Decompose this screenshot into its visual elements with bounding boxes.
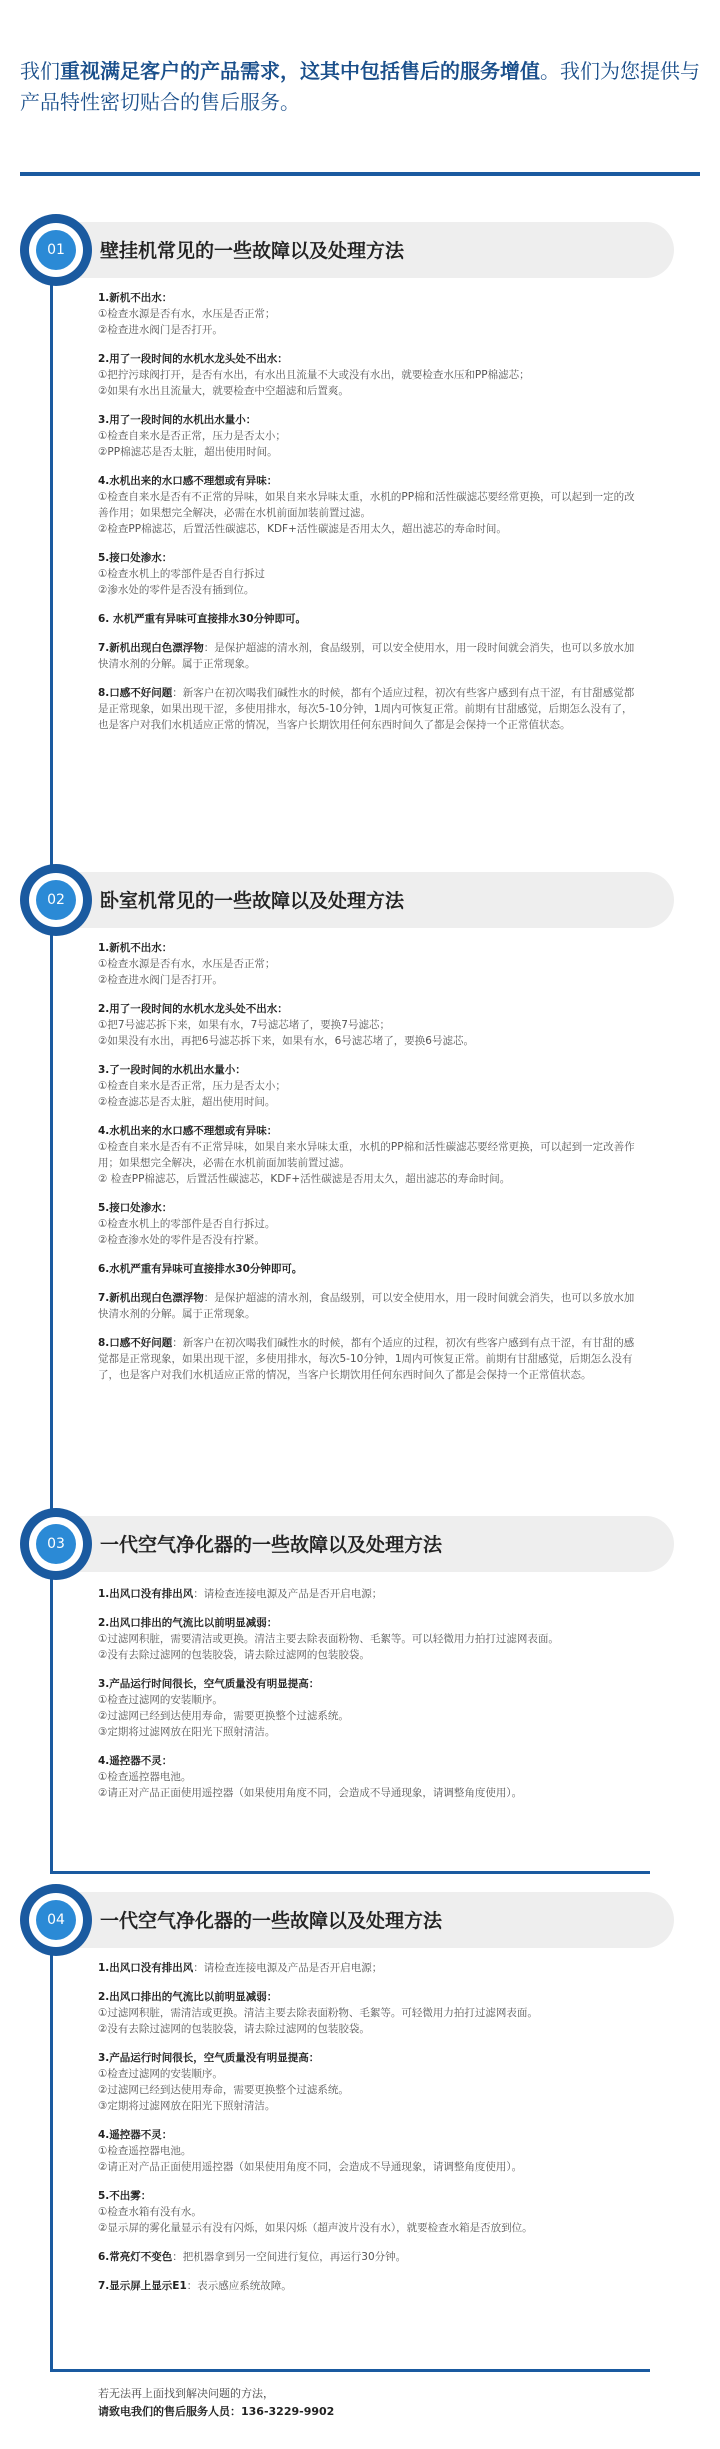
fault-step: ②没有去除过滤网的包装胶袋，请去除过滤网的包装胶袋。	[98, 2023, 370, 2035]
fault-step: ②如果有水出且流量大，就要检查中空超滤和后置爽。	[98, 385, 349, 397]
section-content	[98, 290, 638, 746]
fault-item	[98, 2188, 638, 2236]
fault-description: ：新客户在初次喝我们碱性水的时候，都有个适应的过程，初次有些客户感到有点干涩，有甘甜的感觉都是正常现象，如果出现干涩，多使用排水，每次5-10分钟，1周内可恢复正常。前期有甘甜感觉，后期怎么没有了，也是客户对我们水机适应正常的情况，当客户长期饮用任何东西时间久了都是会保持一个正常值状态。	[98, 1337, 635, 1381]
section-number: 01	[36, 230, 76, 270]
fault-step: ①检查遥控器电池。	[98, 2145, 192, 2157]
fault-item	[98, 1123, 638, 1187]
fault-lead: 8.口感不好问题	[98, 687, 173, 699]
fault-step: ①检查自来水是否有不正常的异味，如果自来水异味太重，水机的PP棉和活性碳滤芯要经常更换，可以起到一定的改善作用；如果想完全解决，必需在水机前面加装前置过滤。	[98, 491, 635, 519]
section-bottom-rule	[50, 1871, 650, 1874]
fault-paragraph	[98, 640, 638, 672]
section-number-badge	[20, 1884, 92, 1956]
fault-heading: 2.出风口排出的气流比以前明显减弱：	[98, 1617, 278, 1629]
intro-part-1: 我们	[20, 59, 60, 83]
fault-step: ①检查自来水是否有不正常异味，如果自来水异味太重，水机的PP棉和活性碳滤芯要经常更换，可以起到一定改善作用；如果想完全解决，必需在水机前面加装前置过滤。	[98, 1141, 635, 1169]
footer-label: 请致电我们的售后服务人员：	[98, 2405, 241, 2418]
fault-description: ：表示感应系统故障。	[186, 2280, 292, 2292]
section-left-rule	[50, 1952, 53, 2372]
section-left-rule	[50, 932, 53, 1534]
fault-description: ：请检查连接电源及产品是否开启电源；	[193, 1588, 383, 1600]
section-title: 卧室机常见的一些故障以及处理方法	[100, 890, 405, 912]
intro-text	[20, 56, 710, 118]
fault-description: ：是保护超滤的清水剂，食品级别，可以安全使用水，用一段时间就会消失，也可以多放水加快清水剂的分解。属于正常现象。	[98, 642, 635, 670]
top-divider	[20, 172, 700, 176]
fault-item	[98, 1335, 638, 1383]
fault-description: ：请检查连接电源及产品是否开启电源；	[193, 1962, 383, 1974]
fault-heading: 2.用了一段时间的水机水龙头处不出水：	[98, 1003, 288, 1015]
section-number-badge	[20, 1508, 92, 1580]
fault-step: ②检查进水阀门是否打开。	[98, 974, 223, 986]
fault-heading: 5.不出雾：	[98, 2190, 152, 2202]
fault-item	[98, 473, 638, 537]
fault-heading: 3.产品运行时间很长，空气质量没有明显提高：	[98, 1678, 320, 1690]
fault-heading: 5.接口处渗水：	[98, 552, 173, 564]
fault-item	[98, 1200, 638, 1248]
fault-step: ②显示屏的雾化量显示有没有闪烁，如果闪烁（超声波片没有水），就要检查水箱是否放到位。	[98, 2222, 533, 2234]
fault-item	[98, 1586, 638, 1602]
fault-paragraph	[98, 1335, 638, 1383]
fault-step: ②如果没有水出，再把6号滤芯拆下来，如果有水，6号滤芯堵了，要换6号滤芯。	[98, 1035, 474, 1047]
fault-step: ①把拧污球阀打开，是否有水出，有水出且流量不大或没有水出，就要检查水压和PP棉滤芯；	[98, 369, 530, 381]
fault-item	[98, 2127, 638, 2175]
fault-item	[98, 2249, 638, 2265]
fault-step: ②过滤网已经到达使用寿命，需要更换整个过滤系统。	[98, 1710, 349, 1722]
fault-heading: 4.水机出来的水口感不理想或有异味：	[98, 1125, 278, 1137]
fault-paragraph	[98, 2249, 638, 2265]
section-content	[98, 940, 638, 1396]
section-number-badge	[20, 214, 92, 286]
fault-lead: 6.常亮灯不变色	[98, 2251, 173, 2263]
section-content	[98, 1960, 638, 2307]
fault-lead: 1.出风口没有排出风	[98, 1962, 194, 1974]
fault-step: ②没有去除过滤网的包装胶袋，请去除过滤网的包装胶袋。	[98, 1649, 370, 1661]
fault-step: ①过滤网积脏，需清洁或更换。清洁主要去除表面粉物、毛絮等。可轻微用力拍打过滤网表面。	[98, 2007, 538, 2019]
fault-step: ②检查滤芯是否太脏，超出使用时间。	[98, 1096, 276, 1108]
fault-description: ：把机器拿到另一空间进行复位，再运行30分钟。	[172, 2251, 407, 2263]
fault-step: ①过滤网积脏，需要清洁或更换。清洁主要去除表面粉物、毛絮等。可以轻微用力拍打过滤网表面。	[98, 1633, 559, 1645]
section-title: 一代空气净化器的一些故障以及处理方法	[100, 1910, 443, 1932]
fault-item	[98, 1676, 638, 1740]
fault-item	[98, 1290, 638, 1322]
fault-paragraph	[98, 1290, 638, 1322]
fault-step: ②请正对产品正面使用遥控器（如果使用角度不同，会造成不导通现象，请调整角度使用）。	[98, 2161, 523, 2173]
fault-step: ②PP棉滤芯是否太脏，超出使用时间。	[98, 446, 278, 458]
intro-highlight: 重视满足客户的产品需求，这其中包括售后的服务增值	[60, 59, 540, 83]
fault-item	[98, 1753, 638, 1801]
fault-item	[98, 611, 638, 627]
fault-step: ①把7号滤芯拆下来，如果有水，7号滤芯堵了，要换7号滤芯；	[98, 1019, 390, 1031]
fault-step: ②请正对产品正面使用遥控器（如果使用角度不同，会造成不导通现象，请调整角度使用）。	[98, 1787, 523, 1799]
fault-step: ①检查水箱有没有水。	[98, 2206, 202, 2218]
section-number: 03	[36, 1524, 76, 1564]
fault-heading: 2.出风口排出的气流比以前明显减弱：	[98, 1991, 278, 2003]
fault-paragraph	[98, 685, 638, 733]
fault-heading: 6.水机严重有异味可直接排水30分钟即可。	[98, 1263, 303, 1275]
fault-step: ①检查过滤网的安装顺序。	[98, 2068, 223, 2080]
fault-description: ：新客户在初次喝我们碱性水的时候，都有个适应过程，初次有些客户感到有点干涩，有甘甜感觉都是正常现象，如果出现干涩，多使用排水，每次5-10分钟，1周内可恢复正常。前期有甘甜感觉，后期怎么没有了，也是客户对我们水机适应正常的情况，当客户长期饮用任何东西时间久了都是会保持一个正常值状态。	[98, 687, 635, 731]
fault-step: ①检查过滤网的安装顺序。	[98, 1694, 223, 1706]
fault-item	[98, 290, 638, 338]
fault-description: ：是保护超滤的清水剂，食品级别，可以安全使用水，用一段时间就会消失，也可以多放水加快清水剂的分解。属于正常现象。	[98, 1292, 635, 1320]
fault-lead: 1.出风口没有排出风	[98, 1588, 194, 1600]
fault-paragraph	[98, 2278, 638, 2294]
section-content	[98, 1586, 638, 1814]
fault-item	[98, 940, 638, 988]
fault-item	[98, 1960, 638, 1976]
fault-heading: 5.接口处渗水：	[98, 1202, 173, 1214]
fault-heading: 4.遥控器不灵：	[98, 1755, 173, 1767]
fault-step: ①检查水源是否有水，水压是否正常；	[98, 958, 276, 970]
section-number-badge	[20, 864, 92, 936]
fault-item	[98, 2050, 638, 2114]
fault-item	[98, 351, 638, 399]
fault-lead: 7.新机出现白色漂浮物	[98, 1292, 204, 1304]
fault-step: ①检查水源是否有水，水压是否正常；	[98, 308, 276, 320]
footer-line-1: 若无法再上面找到解决问题的方法，	[98, 2387, 274, 2400]
fault-step: ③定期将过滤网放在阳光下照射清洁。	[98, 2100, 276, 2112]
fault-lead: 7.显示屏上显示E1	[98, 2280, 187, 2292]
section-title: 一代空气净化器的一些故障以及处理方法	[100, 1534, 443, 1556]
fault-step: ①检查水机上的零部件是否自行拆过。	[98, 1218, 276, 1230]
fault-heading: 1.新机不出水：	[98, 942, 173, 954]
fault-step: ①检查自来水是否正常，压力是否太小；	[98, 430, 286, 442]
section-title: 壁挂机常见的一些故障以及处理方法	[100, 240, 405, 262]
fault-heading: 4.水机出来的水口感不理想或有异味：	[98, 475, 278, 487]
section-left-rule	[50, 282, 53, 880]
fault-step: ② 检查PP棉滤芯，后置活性碳滤芯，KDF+活性碳滤是否用太久，超出滤芯的寿命时间。	[98, 1173, 511, 1185]
fault-item	[98, 640, 638, 672]
fault-item	[98, 1001, 638, 1049]
fault-paragraph	[98, 1960, 638, 1976]
fault-item	[98, 1261, 638, 1277]
fault-step: ②检查进水阀门是否打开。	[98, 324, 223, 336]
fault-paragraph	[98, 1586, 638, 1602]
section-number: 04	[36, 1900, 76, 1940]
fault-item	[98, 1062, 638, 1110]
fault-lead: 8.口感不好问题	[98, 1337, 173, 1349]
section-bottom-rule	[50, 2369, 650, 2372]
fault-step: ①检查遥控器电池。	[98, 1771, 192, 1783]
footer-contact	[98, 2385, 334, 2421]
fault-item	[98, 412, 638, 460]
fault-step: ③定期将过滤网放在阳光下照射清洁。	[98, 1726, 276, 1738]
fault-heading: 1.新机不出水：	[98, 292, 173, 304]
fault-step: ①检查水机上的零部件是否自行拆过	[98, 568, 265, 580]
fault-heading: 2.用了一段时间的水机水龙头处不出水：	[98, 353, 288, 365]
fault-step: ②检查渗水处的零件是否没有拧紧。	[98, 1234, 265, 1246]
fault-step: ②渗水处的零件是否没有插到位。	[98, 584, 255, 596]
fault-item	[98, 685, 638, 733]
fault-lead: 7.新机出现白色漂浮物	[98, 642, 204, 654]
fault-heading: 4.遥控器不灵：	[98, 2129, 173, 2141]
fault-item	[98, 1615, 638, 1663]
fault-item	[98, 550, 638, 598]
fault-step: ①检查自来水是否正常，压力是否太小；	[98, 1080, 286, 1092]
fault-heading: 3.了一段时间的水机出水量小：	[98, 1064, 246, 1076]
fault-heading: 3.用了一段时间的水机出水量小：	[98, 414, 257, 426]
section-left-rule	[50, 1576, 53, 1874]
fault-heading: 3.产品运行时间很长，空气质量没有明显提高：	[98, 2052, 320, 2064]
fault-item	[98, 2278, 638, 2294]
fault-step: ②检查PP棉滤芯，后置活性碳滤芯，KDF+活性碳滤是否用太久，超出滤芯的寿命时间。	[98, 523, 507, 535]
footer-phone: 136-3229-9902	[241, 2405, 335, 2418]
fault-step: ②过滤网已经到达使用寿命，需要更换整个过滤系统。	[98, 2084, 349, 2096]
fault-item	[98, 1989, 638, 2037]
section-number: 02	[36, 880, 76, 920]
intro-part-3: 。我们为您提供与产品特性密切贴合的售后服务。	[20, 59, 700, 114]
fault-heading: 6. 水机严重有异味可直接排水30分钟即可。	[98, 613, 307, 625]
